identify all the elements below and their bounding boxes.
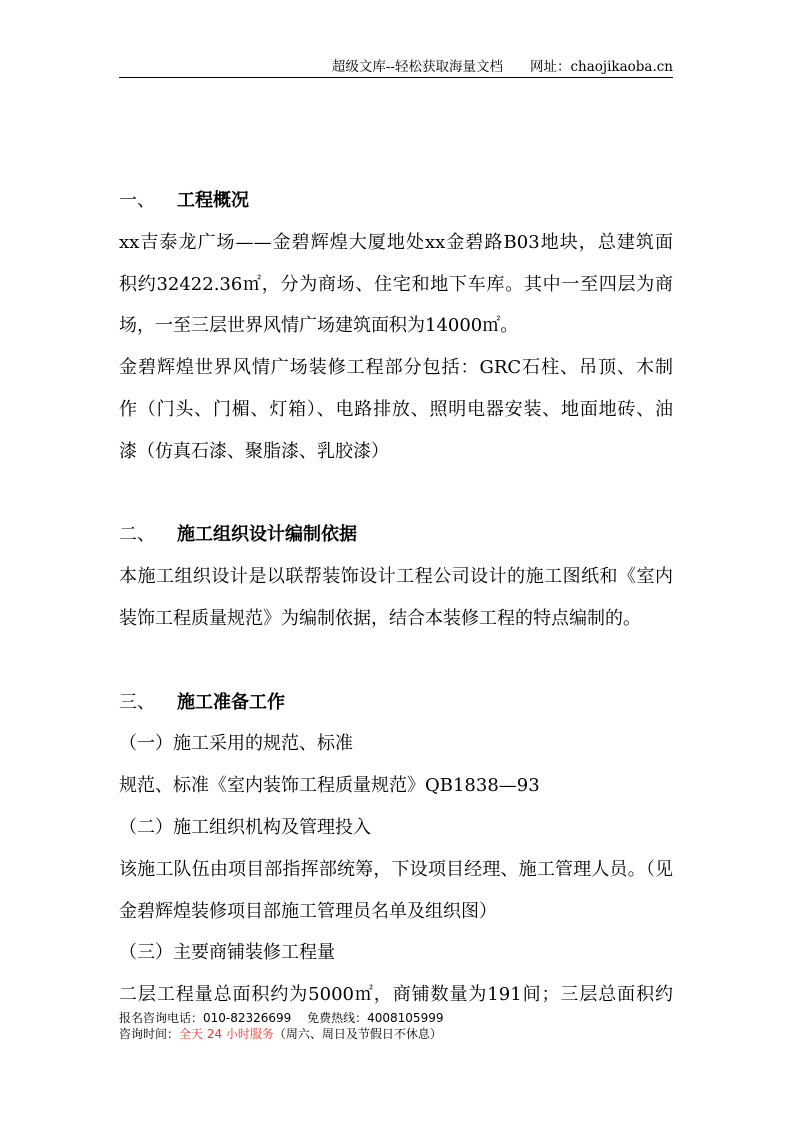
text-line: 金碧辉煌装修项目部施工管理员名单及组织图） bbox=[119, 900, 497, 922]
section-number: 二、 bbox=[119, 524, 155, 546]
section-heading bbox=[119, 514, 673, 556]
text-line: 漆（仿真石漆、聚脂漆、乳胶漆） bbox=[119, 440, 389, 462]
section-heading bbox=[119, 682, 673, 724]
section-title: 工程概况 bbox=[177, 190, 249, 211]
footer-hours bbox=[119, 1026, 443, 1042]
page-footer bbox=[119, 1010, 443, 1042]
text-line: 本施工组织设计是以联帮装饰设计工程公司设计的施工图纸和《室内 bbox=[119, 566, 673, 588]
text-line: 作（门头、门楣、灯箱）、电路排放、照明电器安装、地面地砖、油 bbox=[119, 398, 673, 420]
section-number: 三、 bbox=[119, 691, 155, 713]
footer-hours-note: （周六、周日及节假日不休息） bbox=[273, 1027, 442, 1041]
blank-line bbox=[119, 473, 673, 515]
section-title: 施工组织设计编制依据 bbox=[177, 524, 357, 546]
text-line: （一）施工采用的规范、标准 bbox=[119, 733, 353, 755]
text-line: 积约32422.36㎡，分为商场、住宅和地下车库。其中一至四层为商 bbox=[119, 273, 673, 295]
blank-line bbox=[119, 640, 673, 682]
text-line: 规范、标准《室内装饰工程质量规范》QB1838—93 bbox=[119, 775, 540, 797]
footer-hours-highlight: 全天 24 小时服务 bbox=[179, 1027, 274, 1041]
page-header: 超级文库--轻松获取海量文档 网址：chaojikaoba.cn bbox=[331, 59, 673, 75]
text-line: 金碧辉煌世界风情广场装修工程部分包括：GRC石柱、吊顶、木制 bbox=[119, 357, 673, 379]
footer-hours-label: 咨询时间： bbox=[119, 1027, 180, 1041]
text-line: （三）主要商铺装修工程量 bbox=[119, 942, 335, 964]
text-line: （二）施工组织机构及管理投入 bbox=[119, 816, 371, 838]
text-line: xx吉泰龙广场——金碧辉煌大厦地处xx金碧路B03地块，总建筑面 bbox=[119, 231, 673, 253]
section-number: 一、 bbox=[119, 190, 155, 211]
footer-contact: 报名咨询电话：010-82326699 免费热线：4008105999 bbox=[119, 1011, 444, 1025]
section-title: 施工准备工作 bbox=[177, 691, 285, 713]
header-divider bbox=[119, 77, 673, 78]
document-body bbox=[119, 180, 673, 1016]
text-line: 该施工队伍由项目部指挥部统筹，下设项目经理、施工管理人员。（见 bbox=[119, 858, 673, 880]
section-heading bbox=[119, 180, 673, 222]
text-line: 二层工程量总面积约为5000㎡，商铺数量为191间；三层总面积约 bbox=[119, 984, 673, 1006]
text-line: 场，一至三层世界风情广场建筑面积为14000㎡。 bbox=[119, 315, 519, 337]
text-line: 装饰工程质量规范》为编制依据，结合本装修工程的特点编制的。 bbox=[119, 607, 641, 629]
